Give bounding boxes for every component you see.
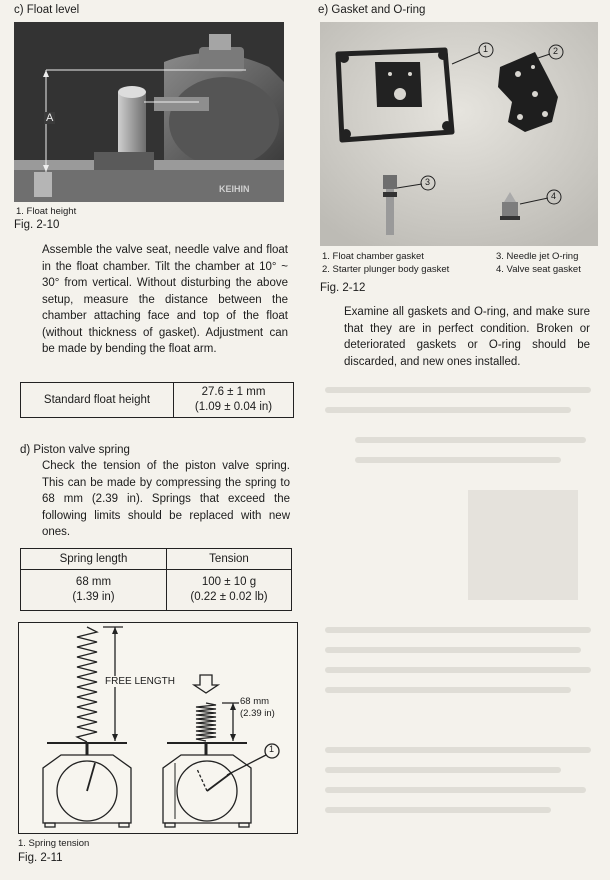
float-level-body: Assemble the valve seat, needle valve and float in the float chamber. Tilt the chamber at 10° ~ 30° from vertical. Without disturbing the above setup, measure the distance between the chamber attaching face and top of the float (without thickness of gasket). Adjustment can be made by bending the float arm. — [42, 244, 288, 355]
gasket-callout-2: 2 — [553, 46, 559, 56]
spring-tension-caption: 1. Spring tension — [18, 838, 90, 849]
col-spring-length: Spring length — [21, 549, 167, 570]
compressed-length-in: (2.39 in) — [240, 708, 275, 719]
gasket-callout-1: 1 — [483, 44, 489, 54]
piston-spring-body: Check the tension of the piston valve spring. This can be made by compressing the spring to 68 mm (2.39 in). Springs that exceed the following limits should be replaced with new ones. — [42, 460, 290, 538]
tension-g: 100 ± 10 g — [201, 576, 257, 588]
float-height-photo — [14, 22, 284, 202]
gasket-caption-4: 4. Valve seat gasket — [496, 264, 581, 275]
fig-2-10-label: Fig. 2-10 — [14, 219, 60, 231]
free-length-label: FREE LENGTH — [105, 676, 176, 687]
svg-text:KEIHIN: KEIHIN — [219, 184, 250, 194]
float-height-caption: 1. Float height — [16, 206, 77, 217]
gasket-caption-3: 3. Needle jet O-ring — [496, 251, 579, 262]
spec-value-in: (1.09 ± 0.04 in) — [194, 401, 273, 413]
bleed-through-texture — [318, 380, 598, 840]
gasket-body: Examine all gaskets and O-ring, and make sure that they are in perfect condition. Broken or deteriorated gaskets or O-ring should be discarded, and new ones installed. — [344, 306, 590, 368]
col-tension: Tension — [167, 549, 292, 570]
spec-value-mm: 27.6 ± 1 mm — [201, 386, 266, 398]
spec-value-cell — [174, 383, 294, 418]
fig-2-11-label: Fig. 2-11 — [18, 852, 63, 864]
gasket-callout-3: 3 — [425, 177, 431, 187]
dimension-a-label: A — [46, 112, 54, 124]
spring-length-cell — [21, 570, 167, 611]
spring-length-mm: 68 mm — [75, 576, 112, 588]
spring-spec-table — [20, 548, 292, 611]
spring-tension-diagram — [18, 622, 298, 834]
spring-length-in: (1.39 in) — [72, 591, 115, 603]
spec-label-cell: Standard float height — [21, 383, 174, 418]
gasket-callout-4: 4 — [551, 191, 557, 201]
float-level-heading: c) Float level — [14, 4, 80, 16]
piston-spring-heading: d) Piston valve spring — [20, 444, 130, 456]
gasket-caption-1: 1. Float chamber gasket — [322, 251, 424, 262]
gasket-photo — [320, 22, 598, 246]
spring-tension-callout: 1 — [269, 744, 275, 754]
tension-cell — [167, 570, 292, 611]
compressed-length-mm: 68 mm — [240, 696, 270, 707]
tension-lb: (0.22 ± 0.02 lb) — [190, 591, 268, 603]
compressed-length-label — [240, 696, 275, 720]
fig-2-12-label: Fig. 2-12 — [320, 282, 366, 294]
gasket-caption-2: 2. Starter plunger body gasket — [322, 264, 450, 275]
float-height-spec-table — [20, 382, 294, 418]
gasket-heading: e) Gasket and O-ring — [318, 4, 426, 16]
